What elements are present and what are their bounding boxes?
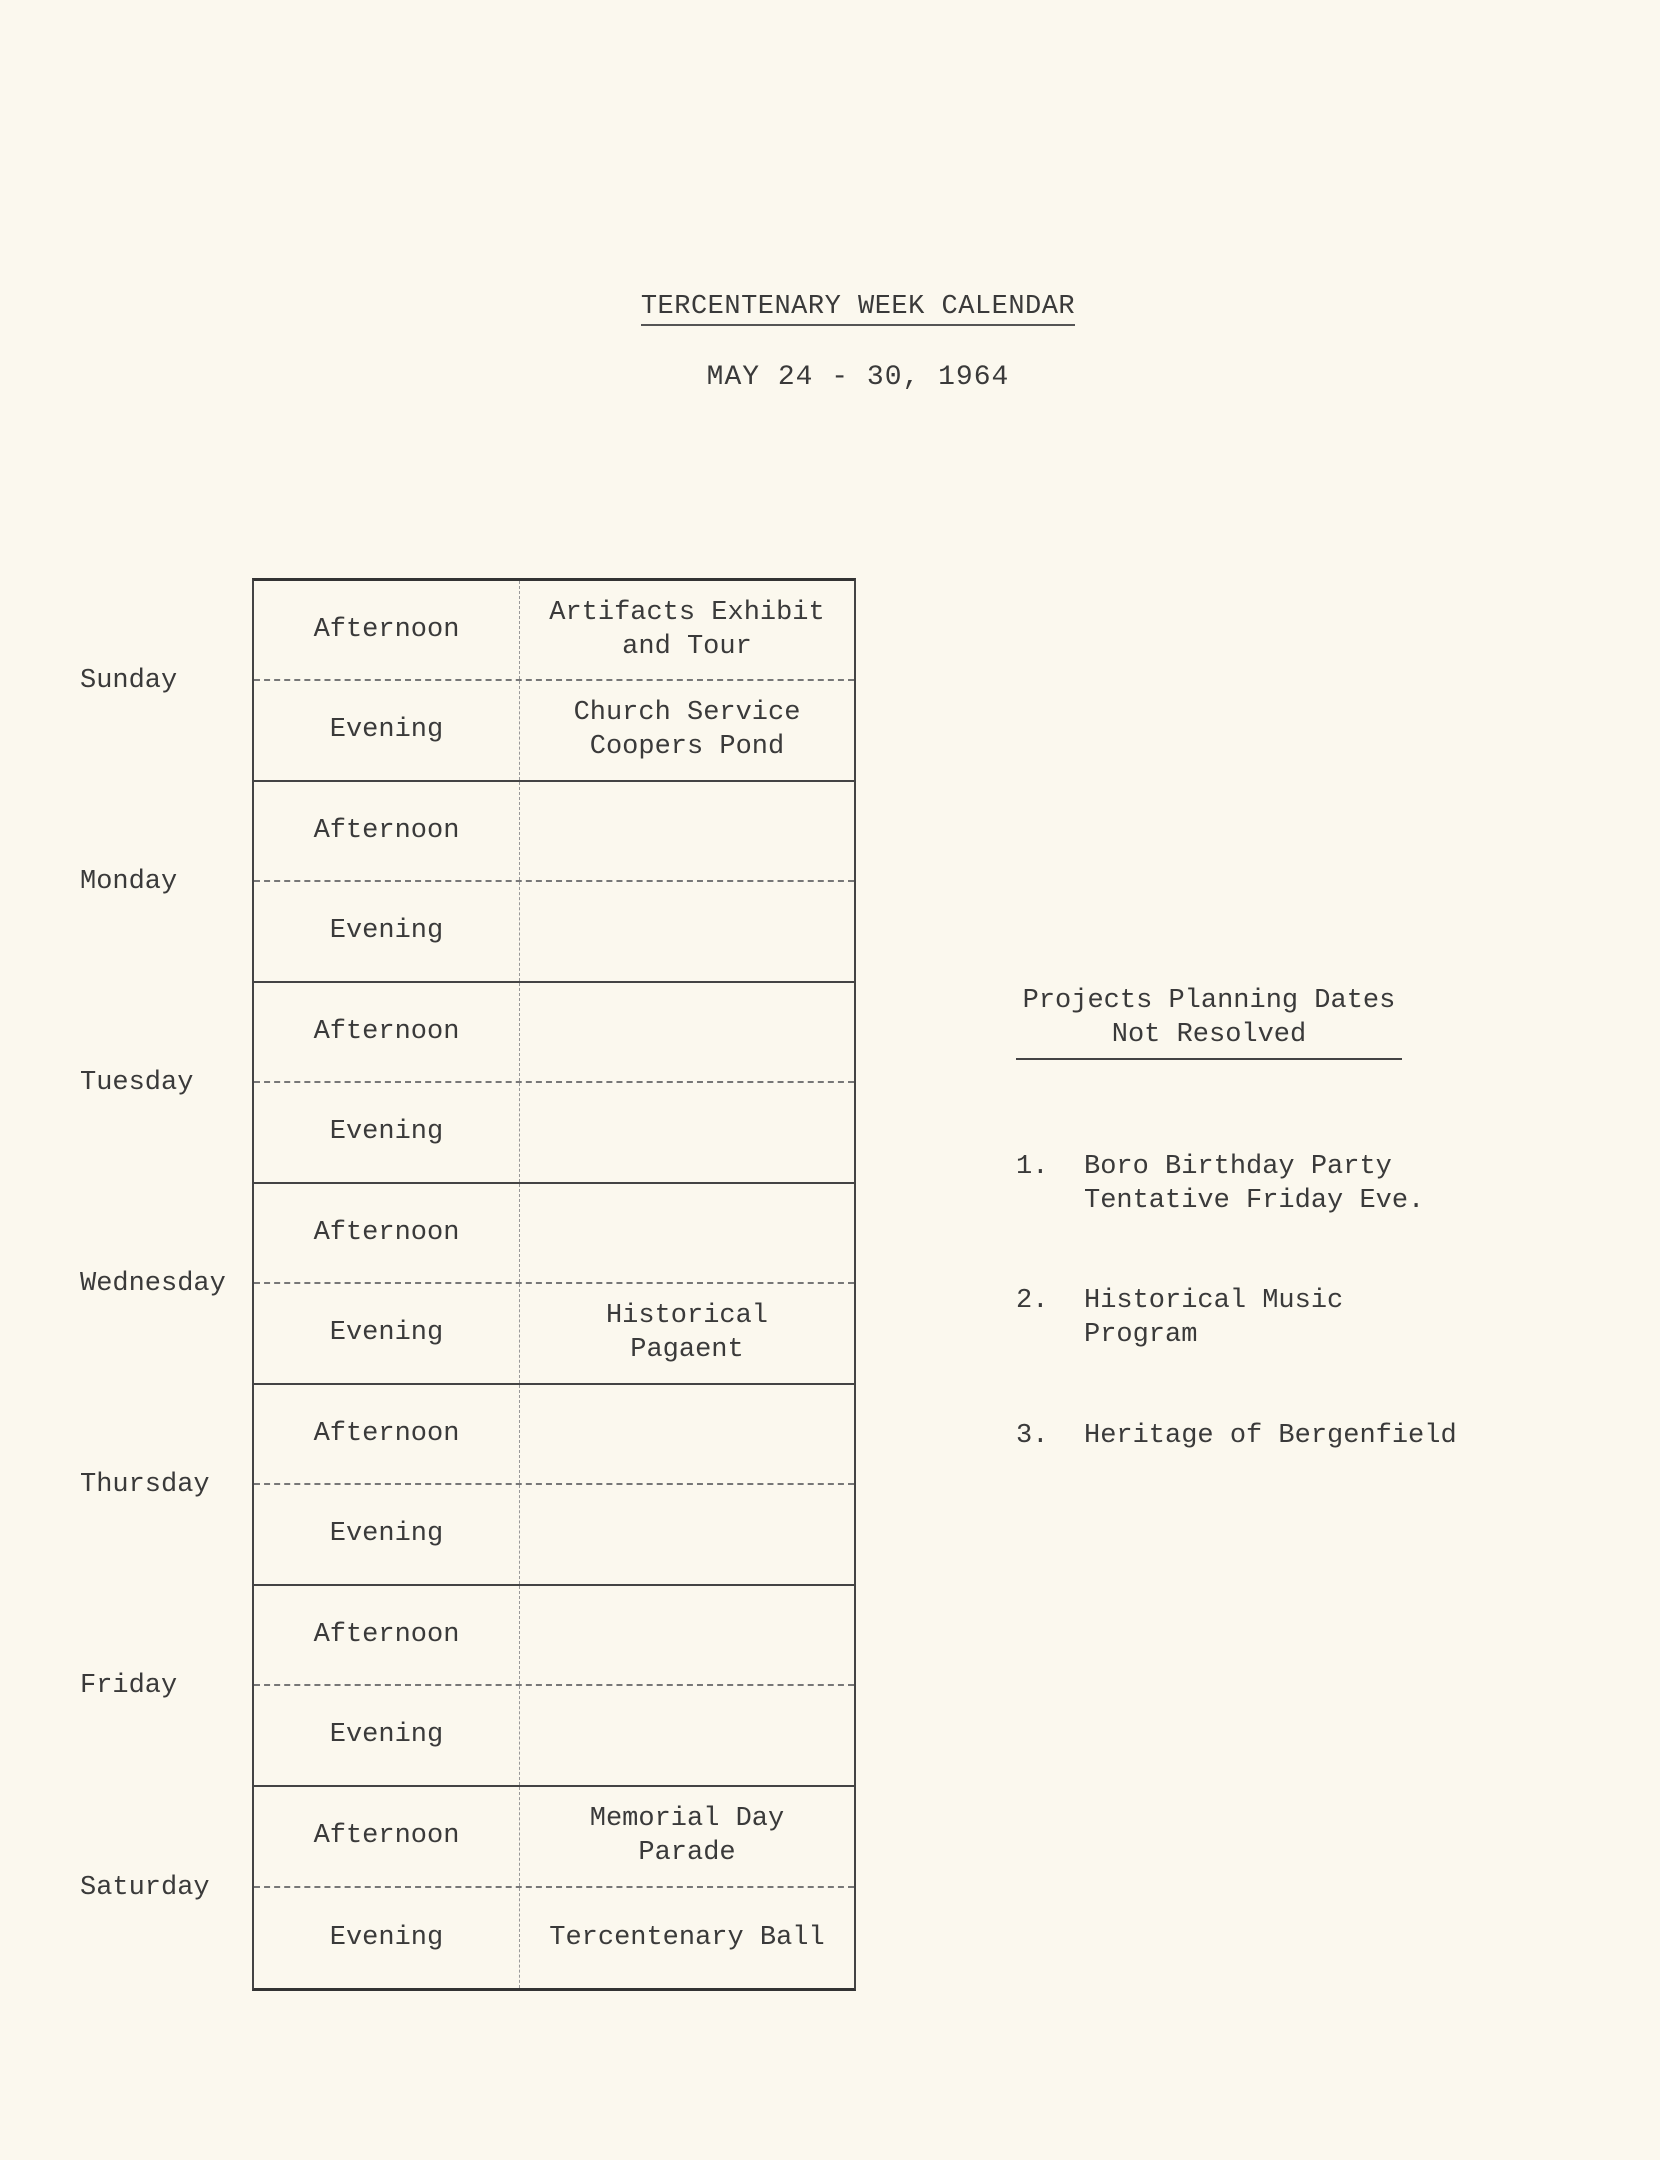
project-item	[1016, 1284, 1343, 1352]
document-title-text: TERCENTENARY WEEK CALENDAR	[641, 292, 1075, 326]
day-label: Wednesday	[80, 1268, 226, 1299]
project-item	[1016, 1419, 1457, 1453]
slot-label: Evening	[254, 1686, 520, 1786]
afternoon-slot	[254, 1184, 854, 1284]
slot-event	[520, 1385, 854, 1483]
day-row-tuesday	[80, 983, 854, 1184]
afternoon-slot	[254, 1586, 854, 1686]
slot-label: Afternoon	[254, 782, 520, 880]
project-text: Historical Music Program	[1084, 1286, 1344, 1350]
day-row-friday	[80, 1586, 854, 1787]
afternoon-slot	[254, 983, 854, 1083]
slot-label: Afternoon	[254, 1184, 520, 1282]
slot-event: Historical Pagaent	[605, 1301, 769, 1366]
afternoon-slot	[254, 782, 854, 882]
project-number: 3.	[1016, 1421, 1049, 1451]
day-row-sunday	[80, 581, 854, 782]
day-row-monday	[80, 782, 854, 983]
slot-label: Evening	[254, 1284, 520, 1384]
day-row-wednesday	[80, 1184, 854, 1385]
slot-event	[520, 1184, 854, 1282]
projects-heading	[1016, 984, 1402, 1060]
slot-event: Church Service Coopers Pond	[573, 698, 801, 763]
slot-event: Artifacts Exhibit and Tour	[549, 597, 825, 662]
evening-slot	[254, 1686, 854, 1786]
evening-slot	[254, 681, 854, 781]
evening-slot	[254, 1888, 854, 1989]
project-item	[1016, 1150, 1424, 1218]
projects-heading-line: Projects Planning Dates	[1022, 986, 1396, 1016]
day-label: Thursday	[80, 1469, 210, 1500]
projects-heading-line: Not Resolved	[1111, 1020, 1307, 1050]
evening-slot	[254, 1083, 854, 1183]
evening-slot	[254, 1485, 854, 1585]
slot-event	[520, 1083, 854, 1183]
slot-event	[520, 1485, 854, 1585]
slot-event: Memorial Day Parade	[589, 1804, 785, 1869]
slot-label: Evening	[254, 1083, 520, 1183]
project-text: Boro Birthday Party Tentative Friday Eve.	[1084, 1152, 1425, 1216]
slot-label: Afternoon	[254, 983, 520, 1081]
day-label: Monday	[80, 866, 178, 897]
slot-label: Afternoon	[254, 581, 520, 679]
slot-event: Tercentenary Ball	[549, 1922, 825, 1953]
day-label: Tuesday	[80, 1067, 194, 1098]
afternoon-slot	[254, 581, 854, 681]
day-row-thursday	[80, 1385, 854, 1586]
slot-label: Evening	[254, 1888, 520, 1989]
slot-event	[520, 1686, 854, 1786]
slot-event	[520, 983, 854, 1081]
week-calendar-table	[80, 578, 856, 1991]
slot-label: Evening	[254, 681, 520, 781]
day-label: Sunday	[80, 665, 178, 696]
evening-slot	[254, 1284, 854, 1384]
afternoon-slot	[254, 1787, 854, 1888]
afternoon-slot	[254, 1385, 854, 1485]
day-label: Saturday	[80, 1872, 210, 1903]
slot-event	[520, 882, 854, 982]
evening-slot	[254, 882, 854, 982]
project-number: 1.	[1016, 1152, 1049, 1182]
document-dates: MAY 24 - 30, 1964	[706, 362, 1010, 393]
slot-event	[520, 1586, 854, 1684]
project-text: Heritage of Bergenfield	[1084, 1421, 1457, 1451]
slot-label: Evening	[254, 882, 520, 982]
day-row-saturday	[80, 1787, 854, 1988]
slot-label: Afternoon	[254, 1586, 520, 1684]
day-label: Friday	[80, 1670, 178, 1701]
document-title	[0, 292, 1660, 322]
slot-event	[520, 782, 854, 880]
slot-label: Afternoon	[254, 1385, 520, 1483]
slot-label: Evening	[254, 1485, 520, 1585]
slot-label: Afternoon	[254, 1787, 520, 1886]
project-number: 2.	[1016, 1286, 1049, 1316]
